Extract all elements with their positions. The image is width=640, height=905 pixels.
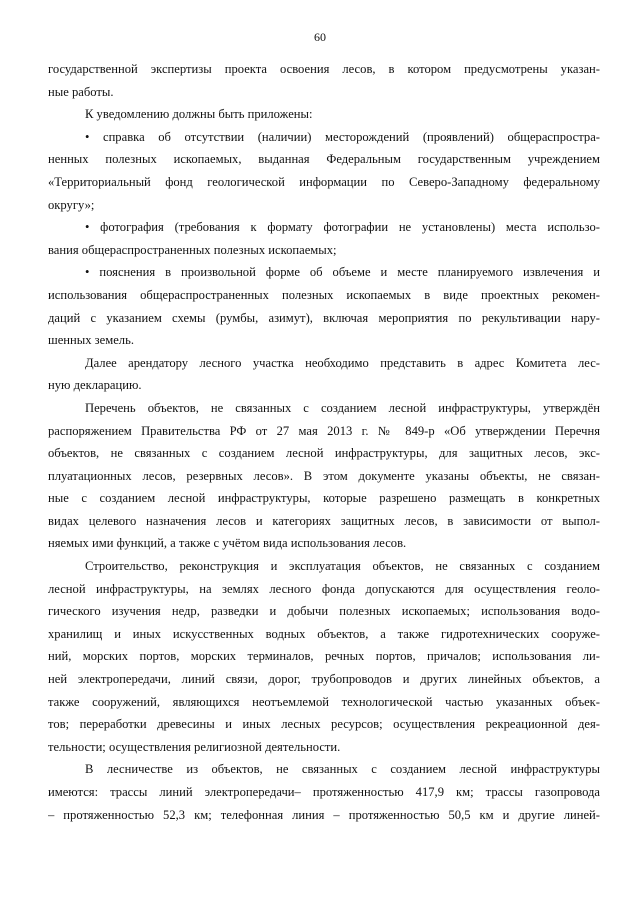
text-line: лесной инфраструктуры, на землях лесного фонда допускаются для осуществления геоло- bbox=[48, 581, 600, 596]
text-line: Строительство, реконструкция и эксплуатация объектов, не связанных с созданием bbox=[85, 559, 600, 574]
text-line: – протяженностью 52,3 км; телефонная линия – протяженностью 50,5 км и другие линей- bbox=[48, 807, 600, 822]
text-line: плуатационных лесов, резервных лесов». В этом документе указаны объекты, не связан- bbox=[48, 468, 600, 483]
text-line: Далее арендатору лесного участка необходимо представить в адрес Комитета лес- bbox=[85, 355, 600, 370]
text-line: няемых ими функций, а также с учётом вида использования лесов. bbox=[48, 536, 407, 551]
text-line: ний, морских портов, морских терминалов, речных портов, причалов; использования ли- bbox=[48, 649, 600, 664]
text-line: ней электропередачи, линий связи, дорог, трубопроводов и других линейных объектов, а bbox=[48, 672, 600, 687]
text-line: видах целевого назначения лесов и категориях защитных лесов, в зависимости от выпол- bbox=[48, 513, 600, 528]
text-line: гического изучения недр, разведки и добычи полезных ископаемых; использования водо- bbox=[48, 604, 600, 619]
text-line: вания общераспространенных полезных ископаемых; bbox=[48, 242, 337, 257]
text-line: ненных полезных ископаемых, выданная Федеральным государственным учреждением bbox=[48, 152, 600, 167]
text-line: • справка об отсутствии (наличии) месторождений (проявлений) общераспростра- bbox=[85, 129, 600, 144]
text-line: хранилищ и иных искусственных водных объектов, а также гидротехнических сооруже- bbox=[48, 626, 600, 641]
text-line: тельности; осуществления религиозной деятельности. bbox=[48, 739, 341, 754]
text-line: тов; переработки древесины и иных лесных ресурсов; осуществления рекреационной дея- bbox=[48, 717, 600, 732]
text-line: К уведомлению должны быть приложены: bbox=[85, 107, 313, 122]
text-line: использования общераспространенных полезных ископаемых в виде проектных рекомен- bbox=[48, 287, 600, 302]
text-line: также сооружений, являющихся неотъемлемой технологической частью указанных объек- bbox=[48, 694, 600, 709]
text-line: имеются: трассы линий электропередачи– протяженностью 417,9 км; трассы газопровода bbox=[48, 785, 600, 799]
text-line: даций с указанием схемы (румбы, азимут), включая мероприятия по рекультивации нару- bbox=[48, 310, 600, 325]
text-line: распоряжением Правительства РФ от 27 мая 2013 г. № 849-р «Об утверждении Перечня bbox=[48, 423, 600, 438]
text-line: ные работы. bbox=[48, 84, 114, 99]
text-line: В лесничестве из объектов, не связанных с созданием лесной инфраструктуры bbox=[85, 762, 600, 777]
text-line: округу»; bbox=[48, 197, 95, 212]
text-line: Перечень объектов, не связанных с созданием лесной инфраструктуры, утверждён bbox=[85, 400, 600, 415]
body-text bbox=[48, 58, 600, 826]
text-line: • пояснения в произвольной форме об объеме и месте планируемого извлечения и bbox=[85, 265, 600, 280]
text-line: «Территориальный фонд геологической информации по Северо-Западному федеральному bbox=[48, 174, 600, 189]
text-line: ную декларацию. bbox=[48, 378, 142, 393]
text-line: • фотография (требования к формату фотографии не установлены) места использо- bbox=[85, 220, 600, 235]
text-line: государственной экспертизы проекта освоения лесов, в котором предусмотрены указан- bbox=[48, 62, 600, 76]
page-number: 60 bbox=[314, 30, 326, 44]
text-line: шенных земель. bbox=[48, 333, 134, 348]
text-line: объектов, не связанных с созданием лесной инфраструктуры, для защитных лесов, экс- bbox=[48, 446, 600, 461]
text-line: ные с созданием лесной инфраструктуры, которые разрешено размещать в конкретных bbox=[48, 491, 600, 506]
